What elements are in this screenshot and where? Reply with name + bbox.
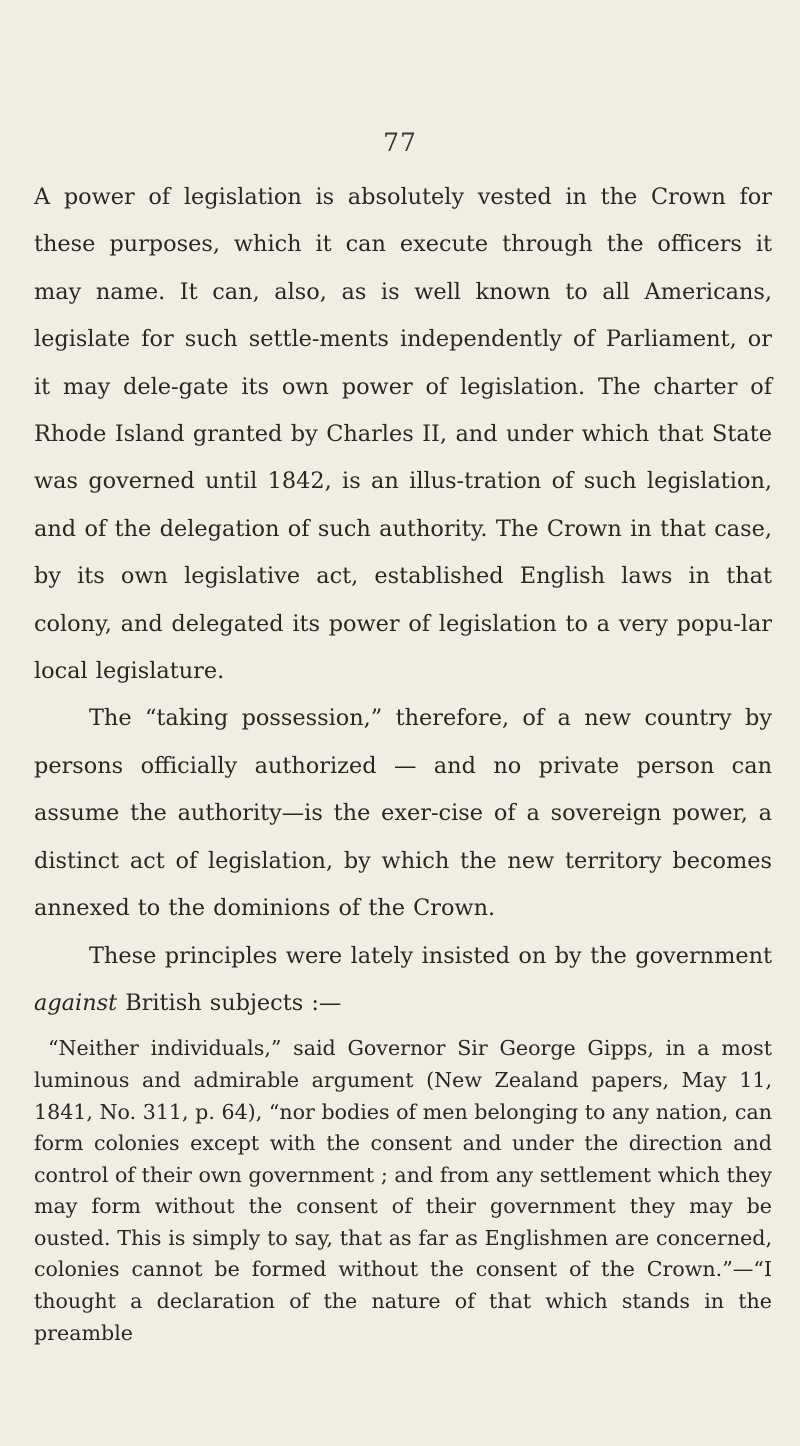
body-text — [34, 174, 772, 1349]
paragraph-principles — [34, 933, 772, 1028]
paragraph-taking-possession: The “taking possession,” therefore, of a new country by persons officially authorized — and no private person can assume the authority—is the exer-cise of a sovereign power, a distinct act of legislation, by which the new territory becomes annexed to the dominions of the Crown. — [34, 705, 772, 922]
paragraph-legislation-power: A power of legislation is absolutely vested in the Crown for these purposes, which it can execute through the officers it may name. It can, also, as is well known to all Americans, legislate for such settle-ments independently of Parliament, or it may dele-gate its own power of legislation. The charter of Rhode Island granted by Charles II, and under which that State was governed until 1842, is an illus-tration of such legislation, and of the delegation of such authority. The Crown in that case, by its own legislative act, established English laws in that colony, and delegated its power of legislation to a very popu-lar local legislature. — [34, 184, 772, 685]
quotation-gipps: “Neither individuals,” said Governor Sir George Gipps, in a most luminous and admirable argument (New Zealand papers, May 11, 1841, No. 311, p. 64), “nor bodies of men belonging to any nation, can form colonies except with the consent and under the direction and control of their own government ; and from any settlement which they may form without the consent of their government they may be ousted. This is simply to say, that as far as Englishmen are concerned, colonies cannot be formed without the consent of the Crown.”—“I thought a declaration of the nature of that which stands in the preamble — [34, 1036, 772, 1345]
principles-text-start: These principles were lately insisted on by the government — [89, 942, 772, 969]
principles-text-end: British subjects :— — [117, 989, 342, 1016]
page-number: 77 — [383, 128, 417, 157]
principles-emphasis: against — [34, 989, 118, 1016]
